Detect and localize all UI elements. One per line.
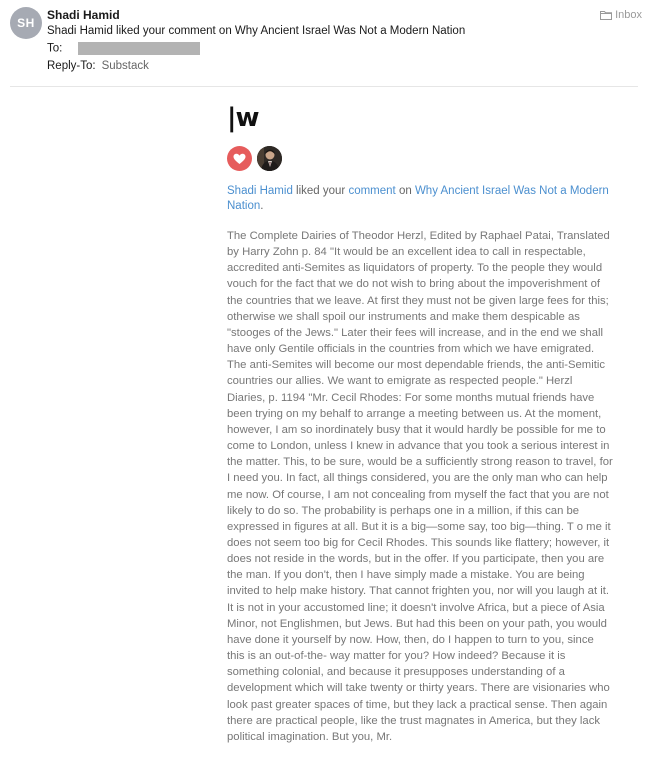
reply-to-value: Substack <box>101 60 149 72</box>
folder-icon <box>600 10 612 20</box>
email-content <box>227 100 613 745</box>
sender-avatar: SH <box>10 7 42 39</box>
to-row <box>47 42 200 55</box>
email-subject: Shadi Hamid liked your comment on Why Ancient Israel Was Not a Modern Nation <box>47 25 466 37</box>
heart-icon <box>227 146 252 171</box>
notice-end: . <box>260 200 264 212</box>
mailbox-indicator[interactable] <box>600 9 642 21</box>
reaction-icons <box>227 146 613 172</box>
mailbox-label: Inbox <box>615 9 642 21</box>
redacted-recipient <box>78 42 200 55</box>
reply-to-label: Reply-To: <box>47 60 96 72</box>
comment-link[interactable]: comment <box>348 185 396 197</box>
reply-to-row <box>47 60 149 72</box>
post-link[interactable]: Why Ancient Israel Was Not a Modern Nation <box>227 185 609 212</box>
sender-name: Shadi Hamid <box>47 8 120 22</box>
comment-body: The Complete Dairies of Theodor Herzl, Edited by Raphael Patai, Translated by Harry Zohn p. 84 "It would be an excellent idea to call in respectable, accredited anti-Semites as liquidators of property. To the people they would vouch for the fact that we do not wish to bring about the impoverishment of the countries that we leave. At first they must not be given large fees for this; otherwise we shall spoil our instruments and make them despicable as "stooges of the Jews." Later their fees will increase, and in the end we shall have only Gentile officials in the countries from which we have emigrated. The anti-Semites will become our most dependable friends, the anti-Semitic countries our allies. We want to emigrate as respected people." Herzl Diaries, p. 1194 "Mr. Cecil Rhodes: For some months mutual friends have been trying on my behalf to arrange a meeting between us. At the moment, however, I am so inordinately busy that it would hardly be possible for me to come to London, unless I knew in advance that you took a serious interest in the matter. This, to be sure, would be a sufficiently strong reason to travel, for I need you. In fact, all things considered, you are the only man who can help me now. Of course, I am not concealing from myself the fact that you are not likely to do so. The probability is perhaps one in a million, if this can be expressed in figures at all. But it is a big—some say, too big—thing. T o me it does not seem too big for Cecil Rhodes. This sounds like flattery; however, it does not reside in the words, but in the offer. If you participate, then you are the man. If you don't, then I have simply made a mistake. You are being invited to help make history. That cannot frighten you, nor will you laugh at it. It is not in your accustomed line; it doesn't involve Africa, but a piece of Asia Minor, not Englishmen, but Jews. But had this been on your path, you would have done it yourself by now. How, then, do I happen to turn to you, since this is an out-of-the- way matter for you? How indeed? Because it is something colonial, and because it presupposes understanding of a development which will take twenty or thirty years. There are visionaries who look past greater spaces of time, but they lack a practical sense. Then again there are practical people, like the trust magnates in America, but they lack political imagination. But you, Mr. <box>227 230 613 743</box>
actor-link[interactable]: Shadi Hamid <box>227 185 293 197</box>
email-header <box>0 0 648 90</box>
notice-text-2: on <box>395 185 415 197</box>
publication-logo[interactable]: |w <box>227 103 259 133</box>
liker-profile-photo[interactable] <box>257 146 282 171</box>
to-label: To: <box>47 42 63 55</box>
header-divider <box>10 86 638 87</box>
like-notification <box>227 184 613 214</box>
notice-text-1: liked your <box>292 185 349 197</box>
